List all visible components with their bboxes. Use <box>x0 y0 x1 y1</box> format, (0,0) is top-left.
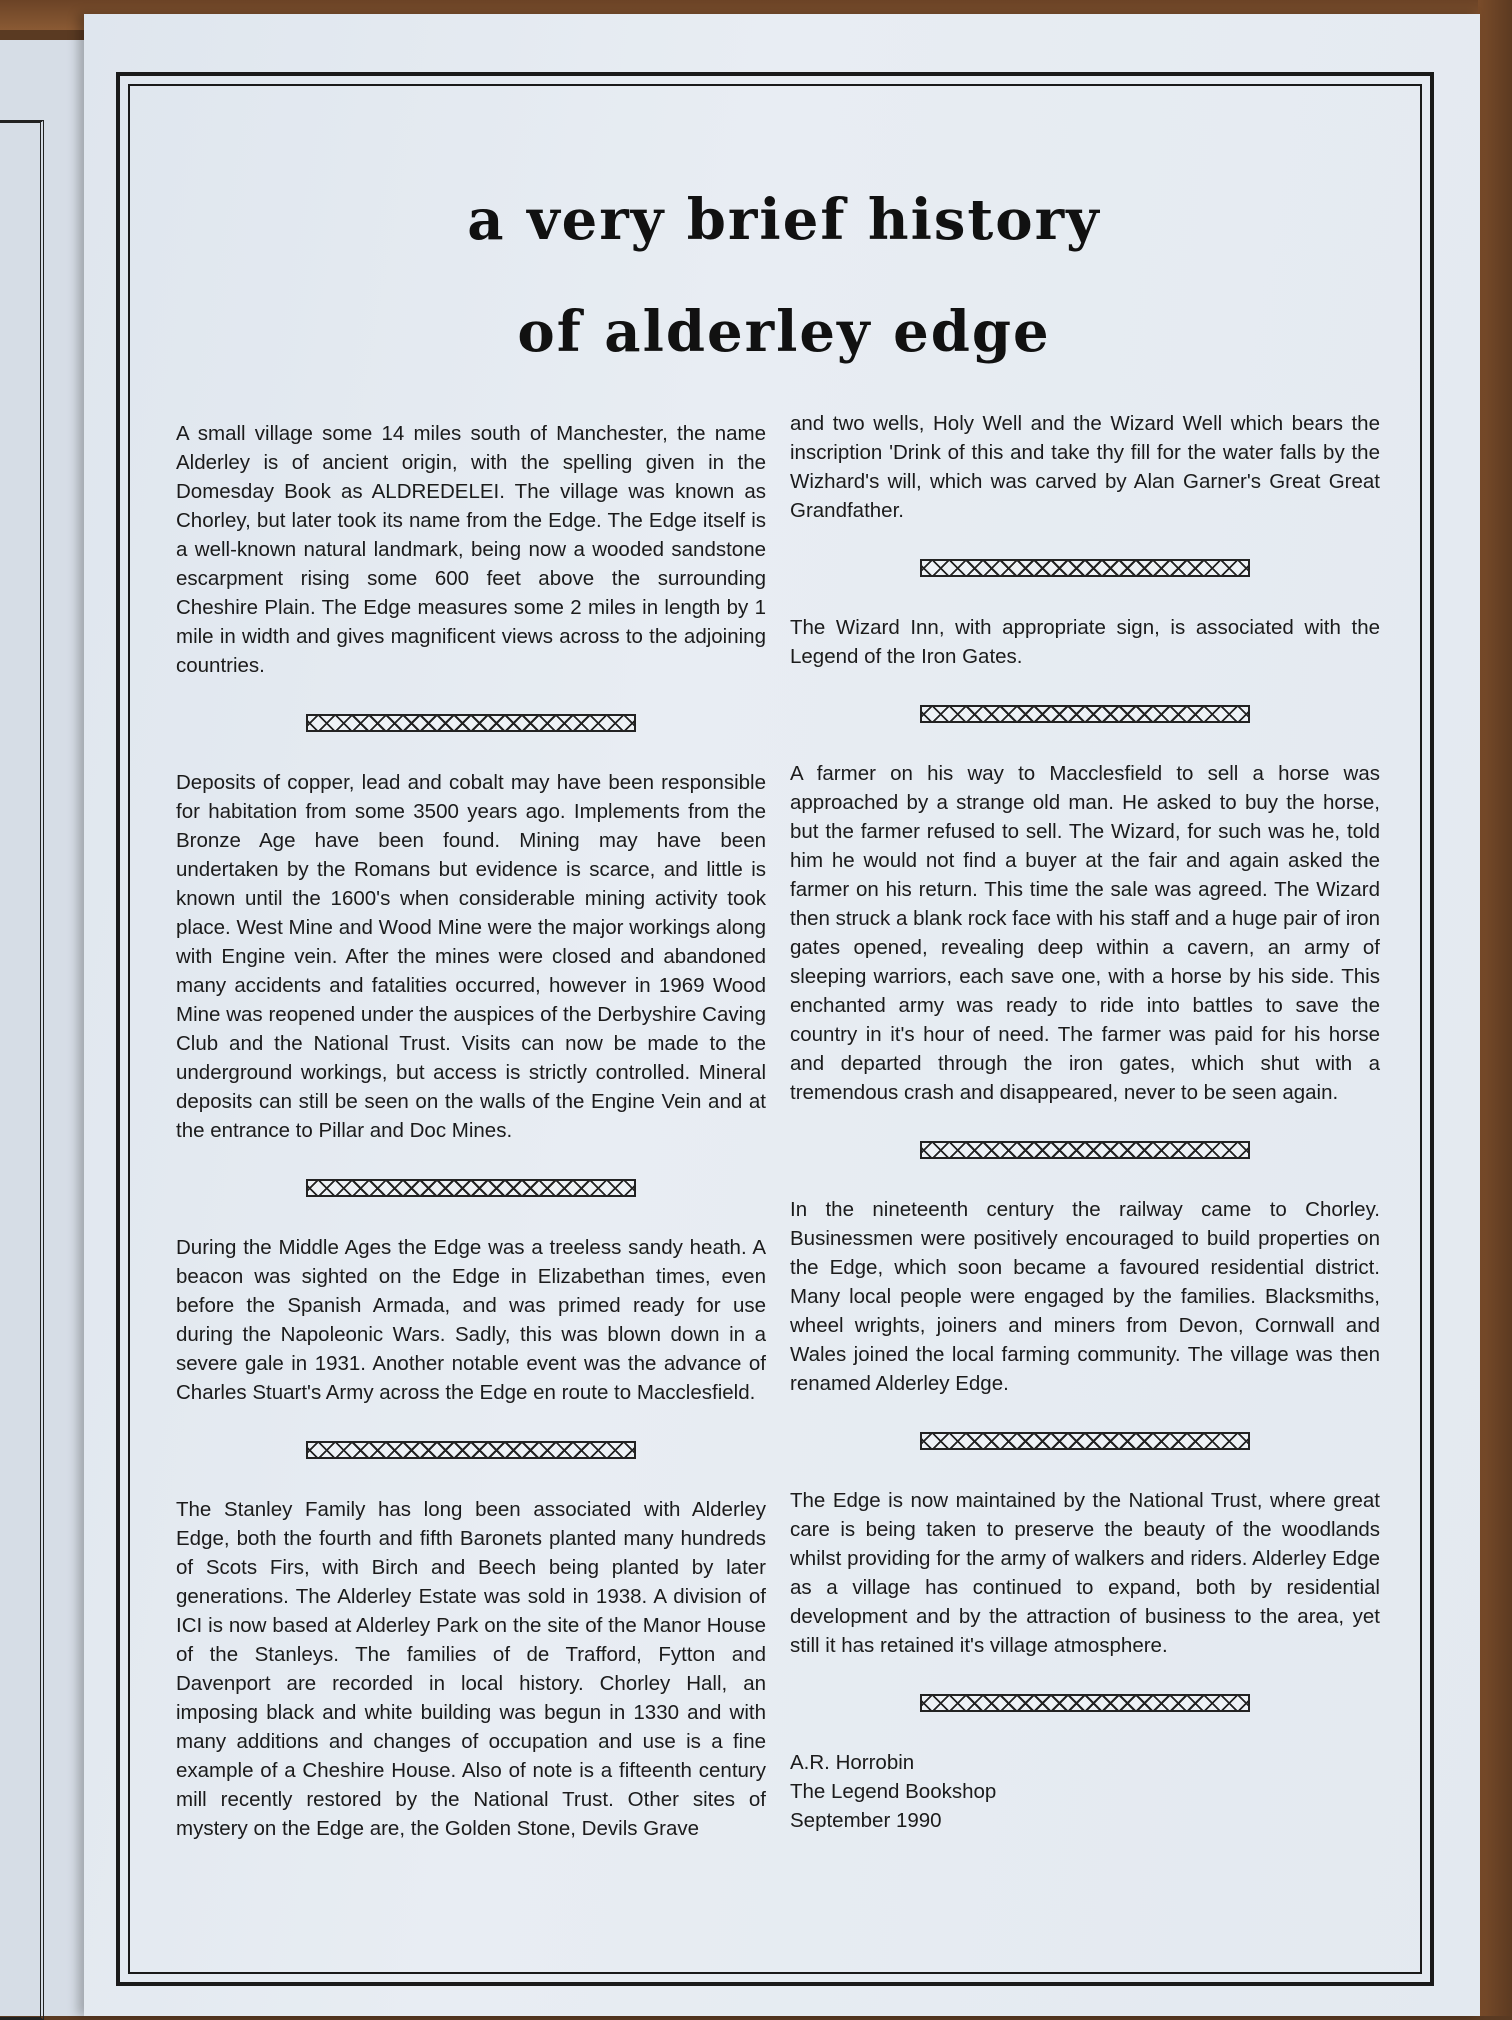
paragraph-national-trust: The Edge is now maintained by the National Trust, where great care is being taken to preserve the beauty of the woodlands whilst providing for the army of walkers and riders. Alderley Edge as a village has continued to expand, both by residential development and by the attraction of business to the area, yet still it has retained it's village atmosphere. <box>790 1489 1380 1657</box>
signature-date: September 1990 <box>790 1809 942 1832</box>
celtic-knot-divider <box>920 1141 1250 1159</box>
adjacent-page-left <box>0 40 90 2016</box>
signature-author: A.R. Horrobin <box>790 1751 915 1774</box>
adjacent-page-border <box>0 120 44 2020</box>
paragraph-wells: and two wells, Holy Well and the Wizard Well which bears the inscription 'Drink of this and take thy fill for the water falls by the Wizhard's will, which was carved by Alan Garner's Great Great Grandfather. <box>790 412 1380 522</box>
celtic-knot-divider <box>306 1441 636 1459</box>
paragraph-mining: Deposits of copper, lead and cobalt may have been responsible for habitation from some 3500 years ago. Implements from the Bronze Age have been found. Mining may have been undertaken by the Romans but evidence is scarce, and little is known until the 1600's when considerable mining activity took place. West Mine and Wood Mine were the major workings along with Engine vein. After the mines were closed and abandoned many accidents and fatalities occurred, however in 1969 Wood Mine was reopened under the auspices of the Derbyshire Caving Club and the National Trust. Visits can now be made to the underground workings, but access is strictly controlled. Mineral deposits can still be seen on the walls of the Engine Vein and at the entrance to Pillar and Doc Mines. <box>176 771 766 1142</box>
signature-shop: The Legend Bookshop <box>790 1780 997 1803</box>
page-title <box>284 164 1284 388</box>
left-column <box>176 419 766 1843</box>
paragraph-legend: A farmer on his way to Macclesfield to sell a horse was approached by a strange old man. He asked to buy the horse, but the farmer refused to sell. The Wizard, for such was he, told him he would not find a buyer at the fair and again asked the farmer on his return. This time the sale was agreed. The Wizard then struck a blank rock face with his staff and a huge pair of iron gates opened, revealing deep within a cavern, an army of sleeping warriors, each save one, with a horse by his side. This enchanted army was ready to ride into battles to save the country in it's hour of need. The farmer was paid for his horse and departed through the iron gates, which shut with a tremendous crash and disappeared, never to be seen again. <box>790 762 1380 1104</box>
celtic-knot-divider <box>920 705 1250 723</box>
paragraph-middle-ages: During the Middle Ages the Edge was a treeless sandy heath. A beacon was sighted on the Edge in Elizabethan times, even before the Spanish Armada, and was primed ready for use during the Napoleonic Wars. Sadly, this was blown down in a severe gale in 1931. Another notable event was the advance of Charles Stuart's Army across the Edge en route to Macclesfield. <box>176 1236 766 1404</box>
celtic-knot-divider <box>306 714 636 732</box>
right-column <box>790 409 1380 1835</box>
celtic-knot-divider <box>920 1432 1250 1450</box>
wooden-table-edge <box>1478 0 1512 2016</box>
paragraph-stanley-family: The Stanley Family has long been associated with Alderley Edge, both the fourth and fifth Baronets planted many hundreds of Scots Firs, with Birch and Beech being planted by later generations. The Alderley Estate was sold in 1938. A division of ICI is now based at Alderley Park on the site of the Manor House of the Stanleys. The families of de Trafford, Fytton and Davenport are recorded in local history. Chorley Hall, an imposing black and white building was begun in 1330 and with many additions and changes of occupation and use is a fine example of a Cheshire House. Also of note is a fifteenth century mill recently restored by the National Trust. Other sites of mystery on the Edge are, the Golden Stone, Devils Grave <box>176 1498 766 1840</box>
paragraph-railway: In the nineteenth century the railway came to Chorley. Businessmen were positively encouraged to build properties on the Edge, which soon became a favoured residential district. Many local people were engaged by the families. Blacksmiths, wheel wrights, joiners and miners from Devon, Cornwall and Wales joined the local farming community. The village was then renamed Alderley Edge. <box>790 1198 1380 1395</box>
celtic-knot-divider <box>306 1179 636 1197</box>
history-page <box>84 14 1480 2016</box>
title-line-1: a very brief history <box>467 187 1101 253</box>
celtic-knot-divider <box>920 559 1250 577</box>
title-line-2: of alderley edge <box>517 299 1051 365</box>
celtic-knot-divider <box>920 1694 1250 1712</box>
paragraph-village-origin: A small village some 14 miles south of Manchester, the name Alderley is of ancient origin, with the spelling given in the Domesday Book as ALDREDELEI. The village was known as Chorley, but later took its name from the Edge. The Edge itself is a well-known natural landmark, being now a wooded sandstone escarpment rising some 600 feet above the surrounding Cheshire Plain. The Edge measures some 2 miles in length by 1 mile in width and gives magnificent views across to the adjoining countries. <box>176 422 766 677</box>
paragraph-wizard-inn: The Wizard Inn, with appropriate sign, is associated with the Legend of the Iron Gates. <box>790 616 1380 668</box>
signature-block <box>790 1748 1380 1835</box>
